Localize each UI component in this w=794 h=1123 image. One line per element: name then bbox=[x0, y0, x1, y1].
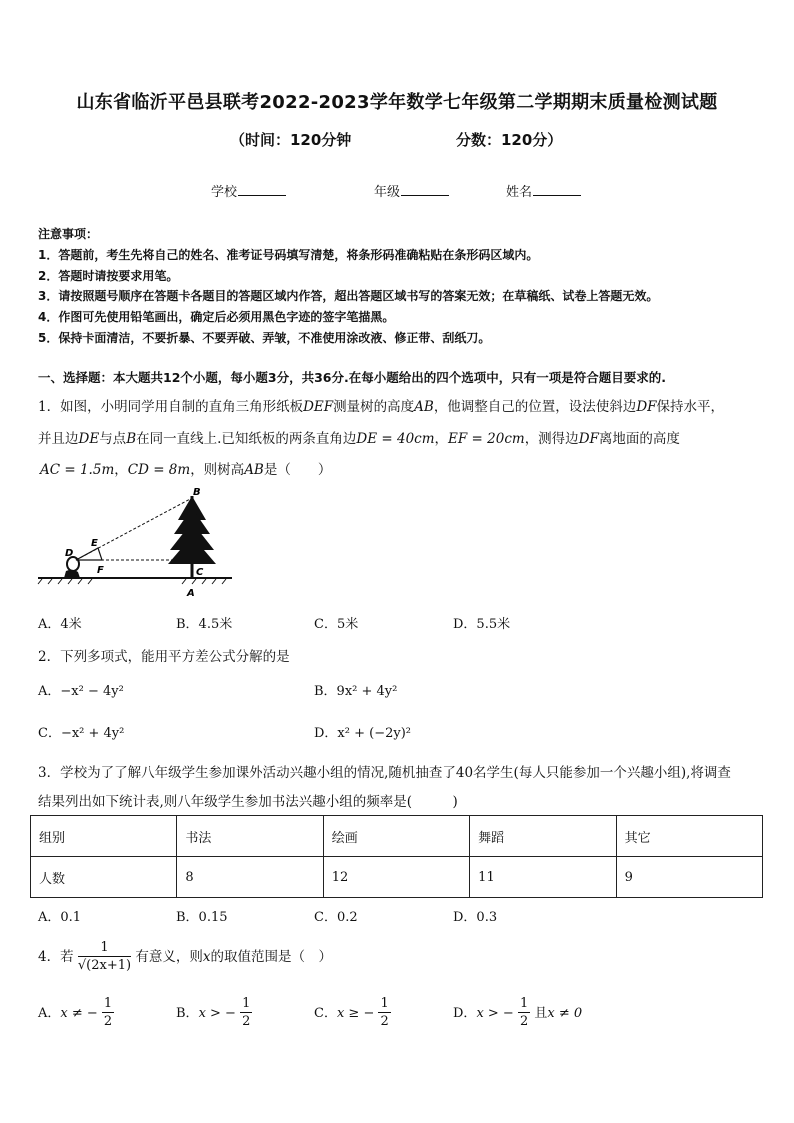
q4-option-c[interactable]: C．x ≥ − $\frac{1}{2}$ bbox=[314, 996, 389, 1029]
table-cell: 9 bbox=[616, 857, 762, 898]
tree-icon bbox=[168, 496, 216, 578]
note-item: 1．答题前，考生先将自己的姓名、准考证号码填写清楚，将条形码准确粘贴在条形码区域内。 bbox=[38, 247, 539, 262]
note-item: 2．答题时请按要求用笔。 bbox=[38, 268, 179, 283]
section-heading: 一、选择题：本大题共12个小题，每小题3分，共36分.在每小题给出的四个选项中，只有一项是符合题目要求的. bbox=[38, 370, 666, 385]
table-header-row bbox=[31, 816, 763, 857]
q1-line2: 并且边DE与点B在同一直线上.已知纸板的两条直角边DE = 40cm，EF = 20cm，测得边DF离地面的高度 bbox=[38, 431, 680, 447]
q4-option-a[interactable]: A．x ≠ − $\frac{1}{2}$ bbox=[38, 996, 113, 1029]
notes-block bbox=[38, 224, 658, 349]
q2-option-c[interactable]: C．−x² + 4y² bbox=[38, 726, 125, 741]
svg-text:D: D bbox=[65, 548, 74, 559]
q4-fraction: $\frac{1}{√(2x+1)}$ bbox=[77, 940, 132, 973]
q3-option-b[interactable]: B．0.15 bbox=[176, 910, 228, 925]
q1-option-c[interactable]: C．5米 bbox=[314, 617, 359, 632]
note-item: 5．保持卡面清洁，不要折暴、不要弄破、弄皱，不准使用涂改液、修正带、刮纸刀。 bbox=[38, 330, 491, 345]
table-cell: 8 bbox=[177, 857, 323, 898]
q2-option-b[interactable]: B．9x² + 4y² bbox=[314, 684, 398, 699]
q1-option-a[interactable]: A．4米 bbox=[38, 617, 82, 632]
table-row bbox=[31, 857, 763, 898]
q4-option-d[interactable]: D．x > − $\frac{1}{2}$ 且x ≠ 0 bbox=[453, 996, 583, 1029]
stats-table bbox=[30, 815, 763, 898]
q3-option-c[interactable]: C．0.2 bbox=[314, 910, 358, 925]
notes-heading: 注意事项： bbox=[38, 227, 99, 241]
table-cell: 组别 bbox=[31, 816, 177, 857]
q4-stem: 4．若 $\frac{1}{√(2x+1)}$ 有意义，则x的取值范围是（ ） bbox=[38, 940, 333, 973]
grade-blank[interactable] bbox=[401, 183, 449, 196]
school-blank[interactable] bbox=[238, 183, 286, 196]
exam-title: 山东省临沂平邑县联考2022-2023学年数学七年级第二学期期末质量检测试题 bbox=[76, 92, 718, 113]
q1-line1: 1．如图，小明同学用自制的直角三角形纸板DEF测量树的高度AB，他调整自己的位置，设法使斜边DF保持水平， bbox=[38, 399, 725, 415]
name-blank[interactable] bbox=[533, 183, 581, 196]
q3-option-d[interactable]: D．0.3 bbox=[453, 910, 498, 925]
table-cell: 人数 bbox=[31, 857, 177, 898]
triangle-def bbox=[76, 548, 102, 560]
q2-option-a[interactable]: A．−x² − 4y² bbox=[38, 684, 124, 699]
q3-option-a[interactable]: A．0.1 bbox=[38, 910, 82, 925]
q3-line2: 结果列出如下统计表,则八年级学生参加书法兴趣小组的频率是( ) bbox=[38, 794, 458, 810]
svg-text:B: B bbox=[193, 487, 201, 498]
person-body bbox=[64, 570, 80, 578]
svg-text:F: F bbox=[97, 565, 104, 576]
svg-text:A: A bbox=[187, 588, 195, 599]
q3-line1: 3．学校为了了解八年级学生参加课外活动兴趣小组的情况,随机抽查了40名学生(每人只能参加一个兴趣小组),将调查 bbox=[38, 765, 731, 781]
note-item: 3．请按照题号顺序在答题卡各题目的答题区域内作答，超出答题区域书写的答案无效；在草稿纸、试卷上答题无效。 bbox=[38, 289, 659, 304]
name-field[interactable]: 姓名 bbox=[506, 181, 581, 200]
table-cell: 11 bbox=[470, 857, 616, 898]
exam-score: 分数：120分） bbox=[456, 131, 563, 149]
table-cell: 书法 bbox=[177, 816, 323, 857]
table-cell: 绘画 bbox=[323, 816, 469, 857]
q1-line3: AC = 1.5m，CD = 8m，则树高AB是（ ） bbox=[40, 462, 332, 478]
q1-option-d[interactable]: D．5.5米 bbox=[453, 617, 511, 632]
svg-text:C: C bbox=[196, 567, 204, 578]
table-cell: 12 bbox=[323, 857, 469, 898]
exam-time: （时间：120分钟 bbox=[230, 131, 352, 149]
q4-option-b[interactable]: B．x > − $\frac{1}{2}$ bbox=[176, 996, 251, 1029]
tree-measurement-figure bbox=[36, 484, 236, 599]
grade-field[interactable]: 年级 bbox=[374, 181, 449, 200]
note-item: 4．作图可先使用铅笔画出，确定后必须用黑色字迹的签字笔描黑。 bbox=[38, 310, 395, 325]
q1-option-b[interactable]: B．4.5米 bbox=[176, 617, 233, 632]
svg-text:E: E bbox=[91, 538, 98, 549]
q2-stem: 2．下列多项式，能用平方差公式分解的是 bbox=[38, 649, 290, 665]
table-cell: 舞蹈 bbox=[470, 816, 616, 857]
q2-option-d[interactable]: D．x² + (−2y)² bbox=[314, 726, 411, 741]
table-cell: 其它 bbox=[616, 816, 762, 857]
school-field[interactable]: 学校 bbox=[211, 181, 286, 200]
